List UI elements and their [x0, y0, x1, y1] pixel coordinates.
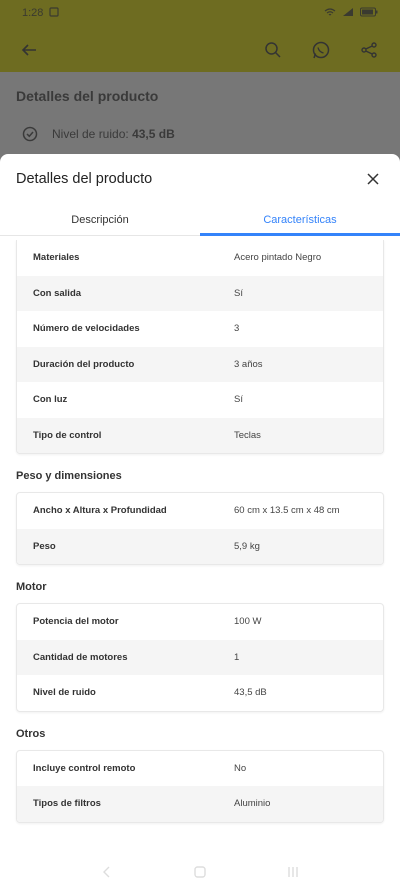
spec-table-peso — [16, 492, 384, 565]
table-row: Tipo de control Teclas — [17, 418, 383, 454]
nav-recents-icon[interactable] — [286, 865, 300, 879]
status-bar — [0, 0, 400, 26]
check-circle-icon — [22, 126, 38, 142]
table-row: Materiales Acero pintado Negro — [33, 252, 322, 264]
tab-descripcion[interactable]: Descripción — [71, 213, 129, 226]
background-row-value: 43,5 dB — [132, 127, 175, 141]
tab-caracteristicas[interactable]: Características — [263, 213, 337, 226]
spec-table-motor — [16, 603, 384, 712]
sheet-header — [0, 154, 400, 204]
table-row: Duración del producto 3 años — [17, 347, 383, 383]
table-row: Con salida Sí — [17, 276, 383, 312]
table-row: Nivel de ruido 43,5 dB — [33, 687, 267, 699]
characteristics-content[interactable] — [0, 240, 400, 892]
table-row: Con luz Sí — [33, 394, 243, 406]
table-row: Ancho x Altura x Profundidad 60 cm x 13.5 cm x 48 cm — [33, 505, 340, 517]
background-title: Detalles del producto — [16, 88, 159, 104]
share-icon[interactable] — [358, 39, 380, 61]
spec-table-general — [16, 240, 384, 454]
search-icon[interactable] — [262, 39, 284, 61]
section-title-peso: Peso y dimensiones — [16, 470, 122, 482]
close-icon[interactable] — [362, 168, 384, 190]
signal-icon — [342, 7, 354, 20]
app-toolbar — [0, 32, 400, 68]
active-tab-indicator — [200, 233, 400, 236]
battery-icon — [360, 7, 378, 20]
table-row: Tipos de filtros Aluminio — [17, 786, 383, 822]
system-nav-bar — [0, 852, 400, 892]
spec-table-otros — [16, 750, 384, 823]
status-time: 1:28 — [22, 7, 44, 19]
nav-home-icon[interactable] — [193, 865, 207, 879]
table-row: Cantidad de motores 1 — [17, 640, 383, 676]
background-row-label: Nivel de ruido: — [52, 127, 129, 141]
back-arrow-icon[interactable] — [20, 41, 38, 59]
section-title-otros: Otros — [16, 727, 46, 740]
wifi-icon — [324, 7, 336, 20]
nav-back-icon[interactable] — [100, 865, 114, 879]
table-row: Potencia del motor 100 W — [33, 616, 262, 628]
section-title-motor: Motor — [16, 581, 47, 593]
notification-icon — [49, 7, 59, 20]
table-row: Incluye control remoto No — [33, 762, 247, 774]
product-details-sheet — [0, 154, 400, 892]
tab-bar — [0, 204, 400, 236]
sheet-title: Detalles del producto — [16, 171, 153, 187]
table-row: Peso 5,9 kg — [17, 529, 383, 565]
background-row — [22, 126, 175, 142]
table-row: Número de velocidades 3 — [33, 323, 240, 335]
whatsapp-icon[interactable] — [310, 39, 332, 61]
